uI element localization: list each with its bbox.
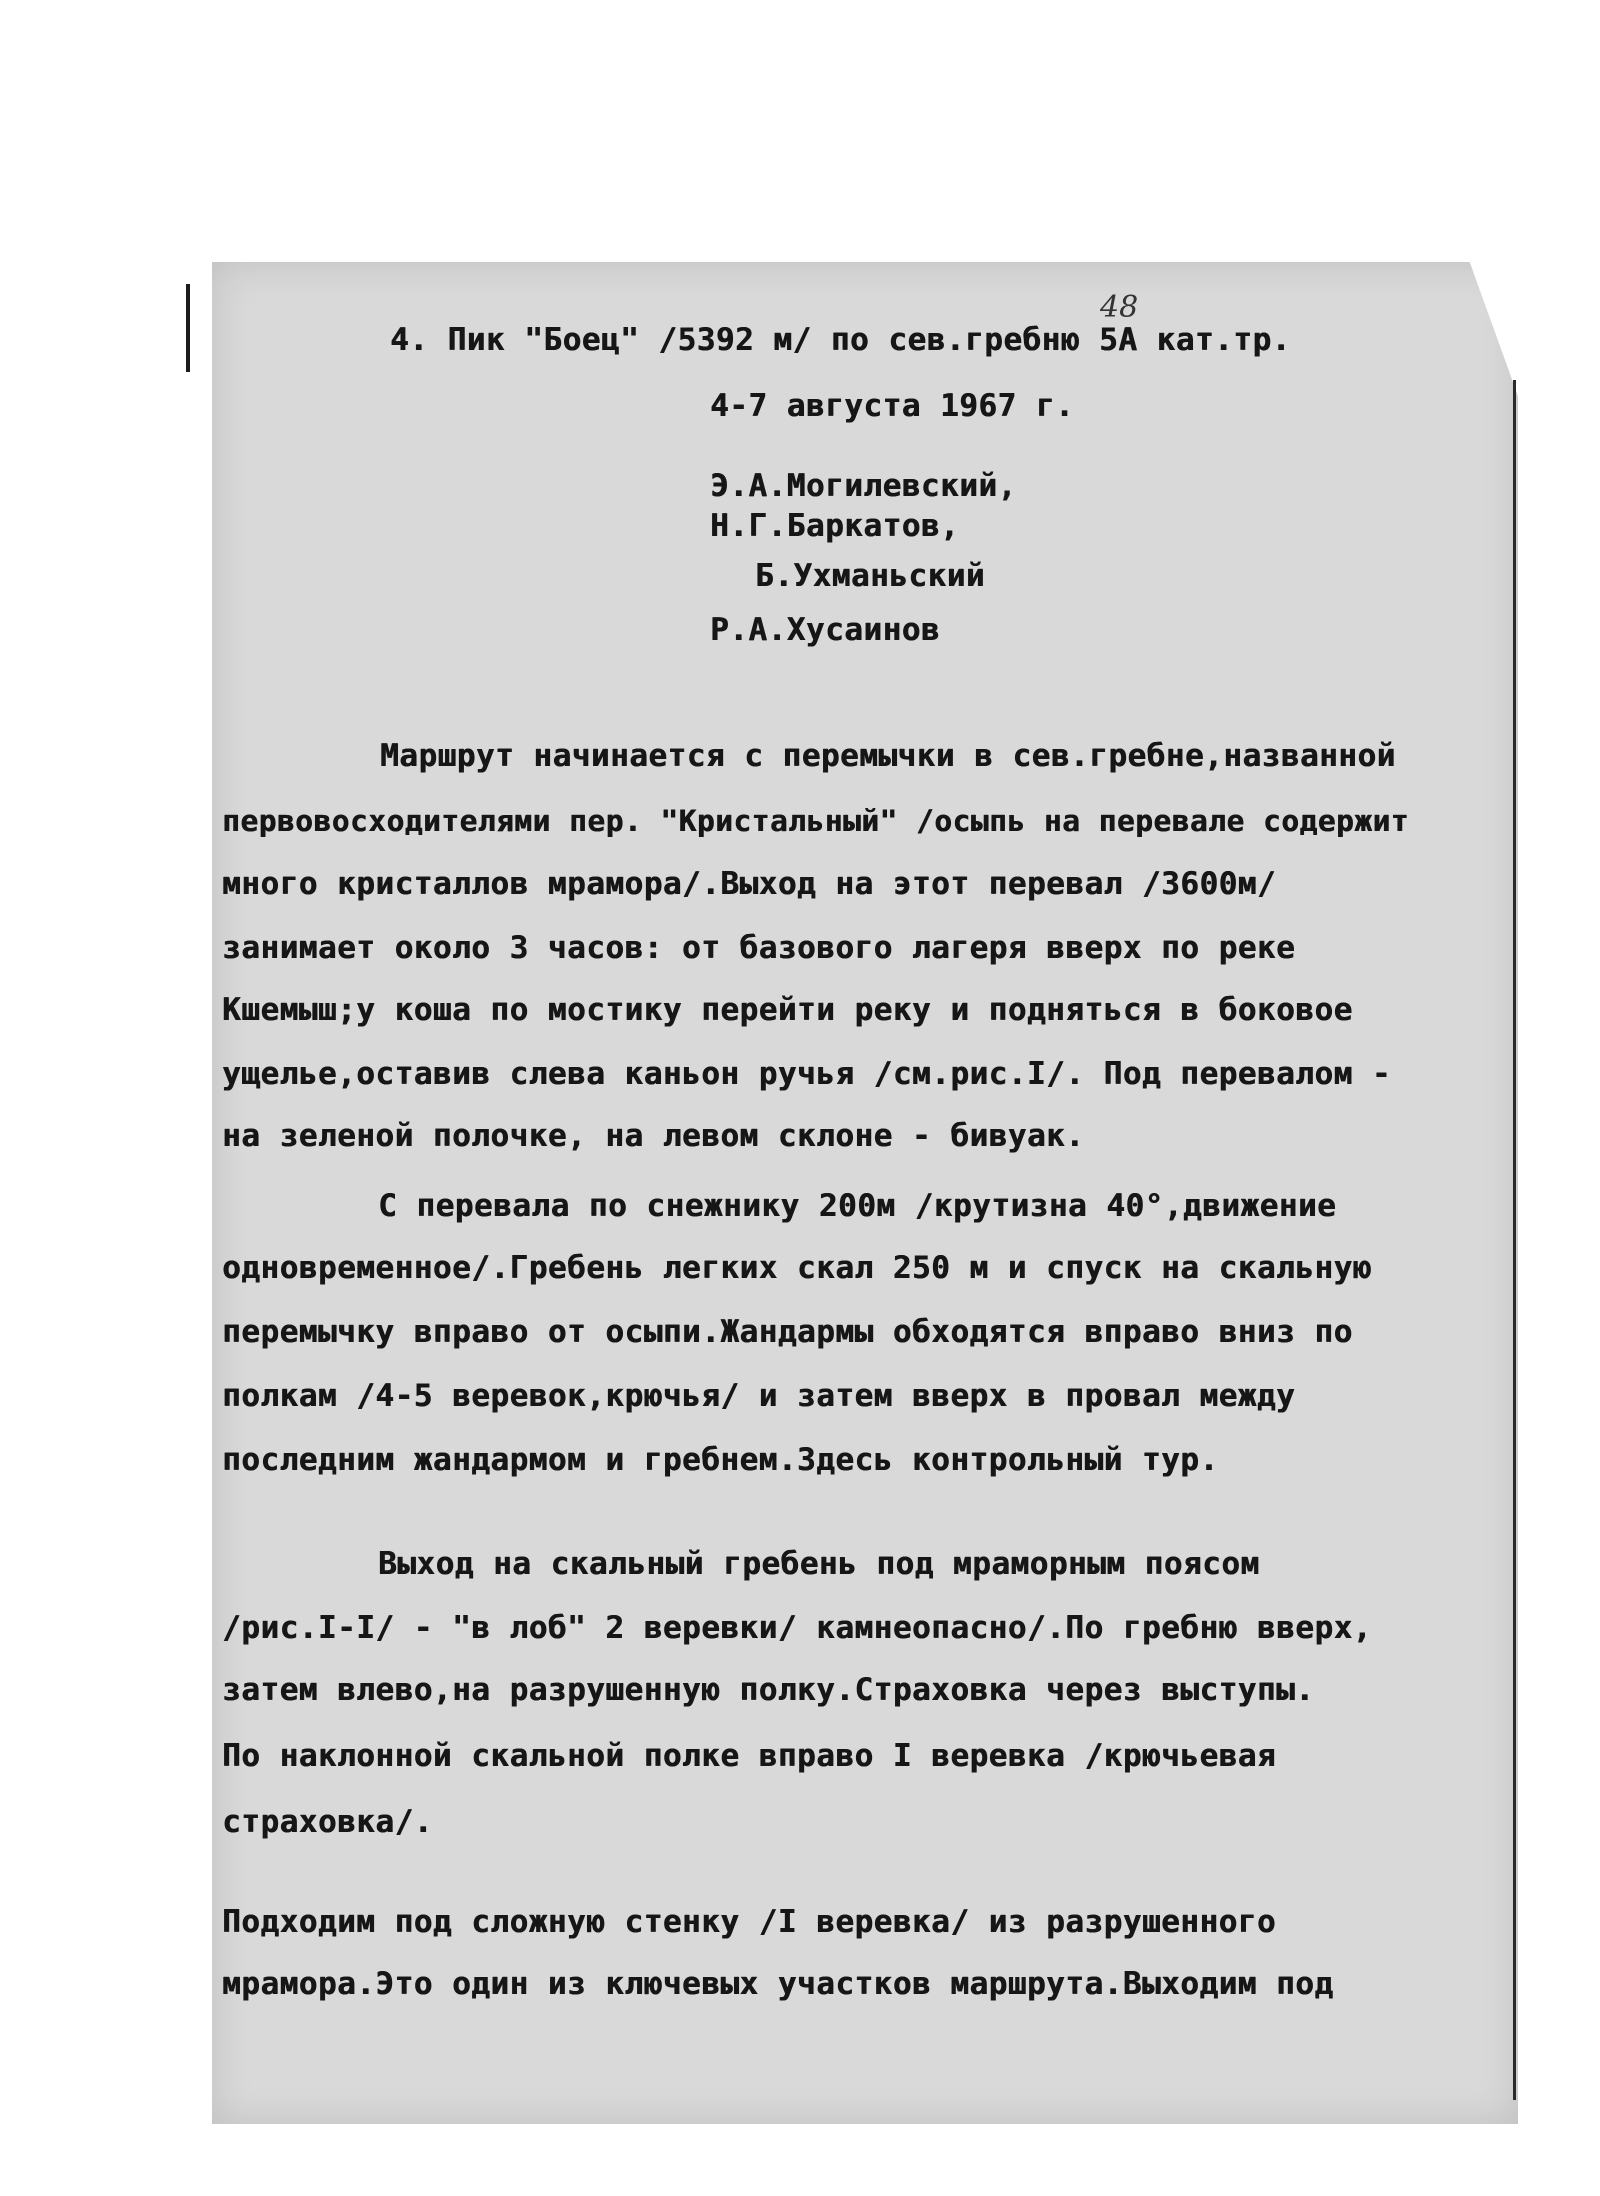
body-line-2: первовосходителями пер. "Кристальный" /осыпь на перевале содержит	[222, 804, 1409, 838]
body-line-16: По наклонной скальной полке вправо I веревка /крючьевая	[222, 1738, 1276, 1774]
body-line-1: Маршрут начинается с перемычки в сев.гребне,названной	[380, 738, 1396, 774]
body-line-3: много кристаллов мрамора/.Выход на этот перевал /3600м/	[222, 866, 1276, 902]
page-number: 48	[1100, 290, 1139, 325]
author-2: Н.Г.Баркатов,	[710, 508, 960, 544]
author-1: Э.А.Могилевский,	[710, 468, 1017, 504]
body-line-9: одновременное/.Гребень легких скал 250 м и спуск на скальную	[222, 1250, 1372, 1286]
author-4: Р.А.Хусаинов	[710, 612, 940, 648]
sheet-edge-shadow	[1513, 380, 1516, 2100]
body-line-14: /рис.I-I/ - "в лоб" 2 веревки/ камнеопасно/.По гребню вверх,	[222, 1610, 1372, 1646]
body-line-17: страховка/.	[222, 1804, 433, 1840]
author-3: Б.Ухманьский	[755, 558, 985, 594]
body-line-19: мрамора.Это один из ключевых участков маршрута.Выходим под	[222, 1966, 1334, 2002]
body-line-5: Кшемыш;у коша по мостику перейти реку и подняться в боковое	[222, 992, 1353, 1028]
body-line-11: полкам /4-5 веревок,крючья/ и затем вверх в провал между	[222, 1378, 1296, 1414]
document-title: 4. Пик "Боец" /5392 м/ по сев.гребню 5А кат.тр.	[390, 322, 1291, 358]
body-line-13: Выход на скальный гребень под мраморным поясом	[378, 1546, 1260, 1582]
document-date: 4-7 августа 1967 г.	[710, 388, 1075, 424]
body-line-7: на зеленой полочке, на левом склоне - бивуак.	[222, 1118, 1085, 1154]
body-line-6: ущелье,оставив слева каньон ручья /см.рис.I/. Под перевалом -	[222, 1056, 1391, 1092]
binding-mark	[186, 284, 190, 372]
body-line-15: затем влево,на разрушенную полку.Страховка через выступы.	[222, 1672, 1315, 1708]
body-line-10: перемычку вправо от осыпи.Жандармы обходятся вправо вниз по	[222, 1314, 1353, 1350]
body-line-4: занимает около 3 часов: от базового лагеря вверх по реке	[222, 930, 1296, 966]
body-line-8: С перевала по снежнику 200м /крутизна 40°,движение	[378, 1188, 1337, 1224]
body-line-12: последним жандармом и гребнем.Здесь контрольный тур.	[222, 1442, 1219, 1478]
body-line-18: Подходим под сложную стенку /I веревка/ из разрушенного	[222, 1904, 1276, 1940]
